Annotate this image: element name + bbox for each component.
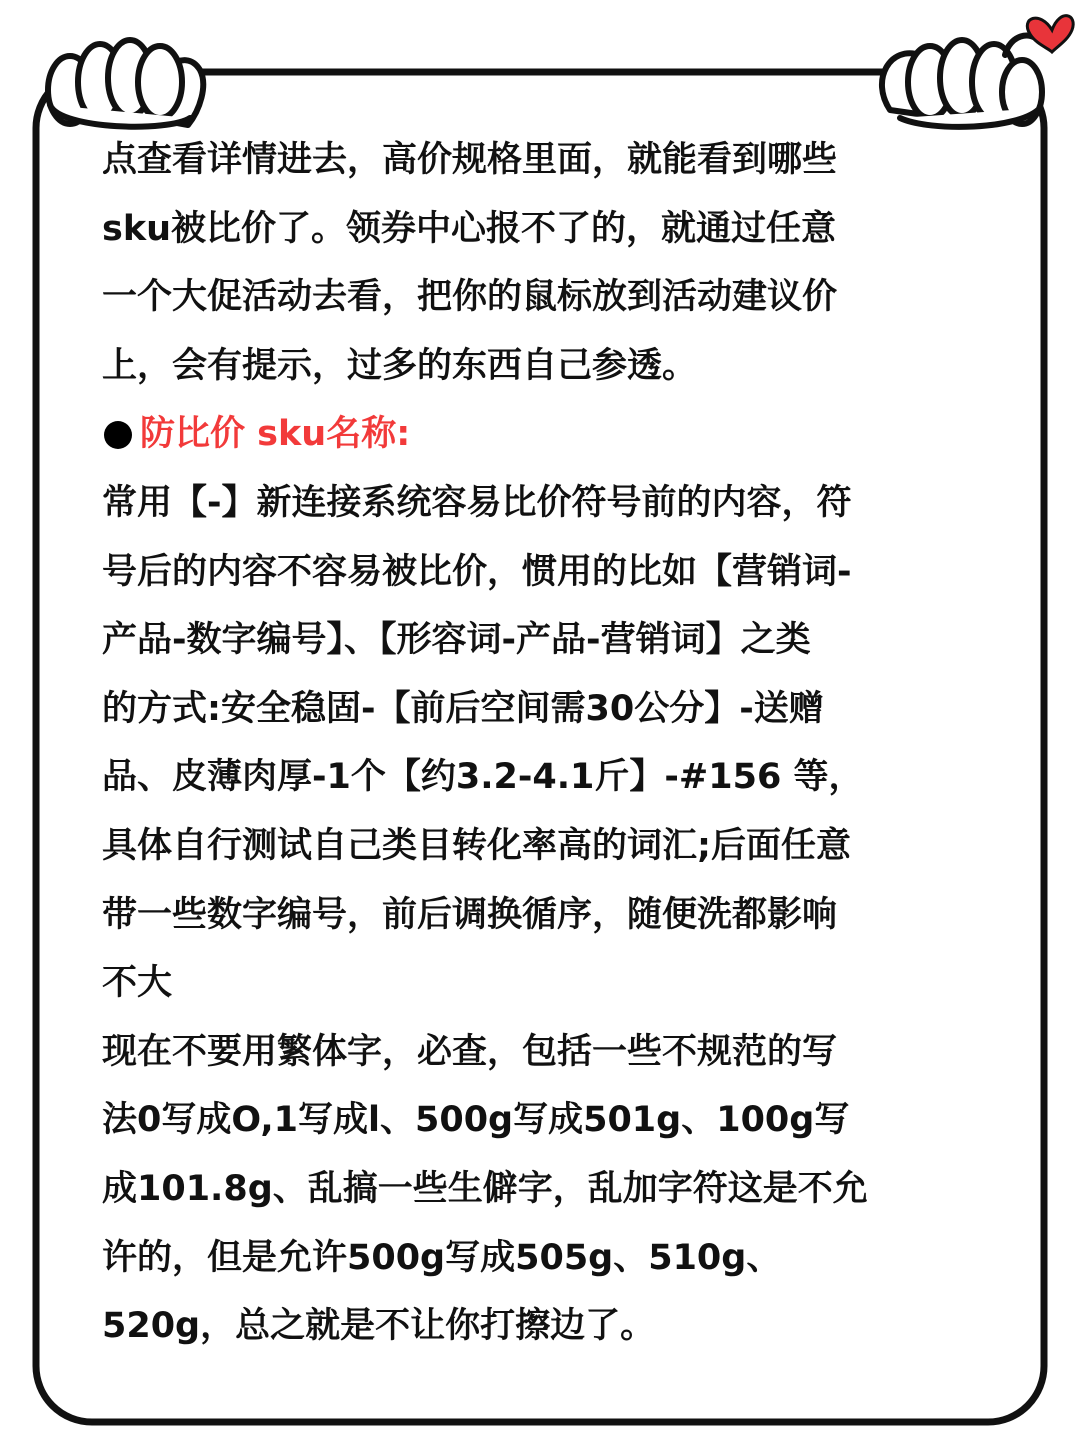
heart-icon [1027, 16, 1073, 52]
section-heading: 防比价 sku名称: [140, 414, 411, 455]
text-line: sku被比价了。领券中心报不了的，就通过任意 [102, 208, 837, 249]
text-line: 带一些数字编号，前后调换循序，随便洗都影响 [102, 894, 838, 935]
text-line: 现在不要用繁体字，必查，包括一些不规范的写 [102, 1031, 838, 1072]
text-line: 品、皮薄肉厚-1个【约3.2-4.1斤】-#156 等， [102, 757, 864, 798]
text-line: 的方式:安全稳固-【前后空间需30公分】-送赠 [102, 688, 824, 729]
text-line: 许的，但是允许500g写成505g、510g、 [102, 1237, 782, 1278]
text-line: 产品-数字编号】、【形容词-产品-营销词】之类 [102, 620, 811, 661]
text-line: 法0写成O,1写成l、500g写成501g、100g写 [102, 1100, 850, 1141]
text-line: 一个大促活动去看，把你的鼠标放到活动建议价 [102, 277, 838, 318]
card-content [102, 126, 992, 1361]
text-line: 520g，总之就是不让你打擦边了。 [102, 1306, 656, 1347]
text-line: 点查看详情进去，高价规格里面，就能看到哪些 [102, 140, 838, 180]
rules-paragraph [102, 1018, 992, 1361]
intro-paragraph [102, 126, 992, 400]
section-heading-line [102, 400, 992, 469]
text-line: 上，会有提示，过多的东西自己参透。 [102, 345, 698, 386]
left-hand-icon [48, 40, 203, 127]
text-line: 号后的内容不容易被比价，惯用的比如【营销词- [102, 551, 852, 592]
right-hand-icon [882, 36, 1042, 127]
text-line: 具体自行测试自己类目转化率高的词汇;后面任意 [102, 825, 851, 866]
black-circle-bullet-icon [104, 421, 132, 449]
text-line: 常用【-】新连接系统容易比价符号前的内容，符 [102, 482, 852, 523]
text-line: 不大 [102, 963, 173, 1004]
naming-paragraph [102, 469, 992, 1018]
text-line: 成101.8g、乱搞一些生僻字，乱加字符这是不允 [102, 1168, 868, 1209]
